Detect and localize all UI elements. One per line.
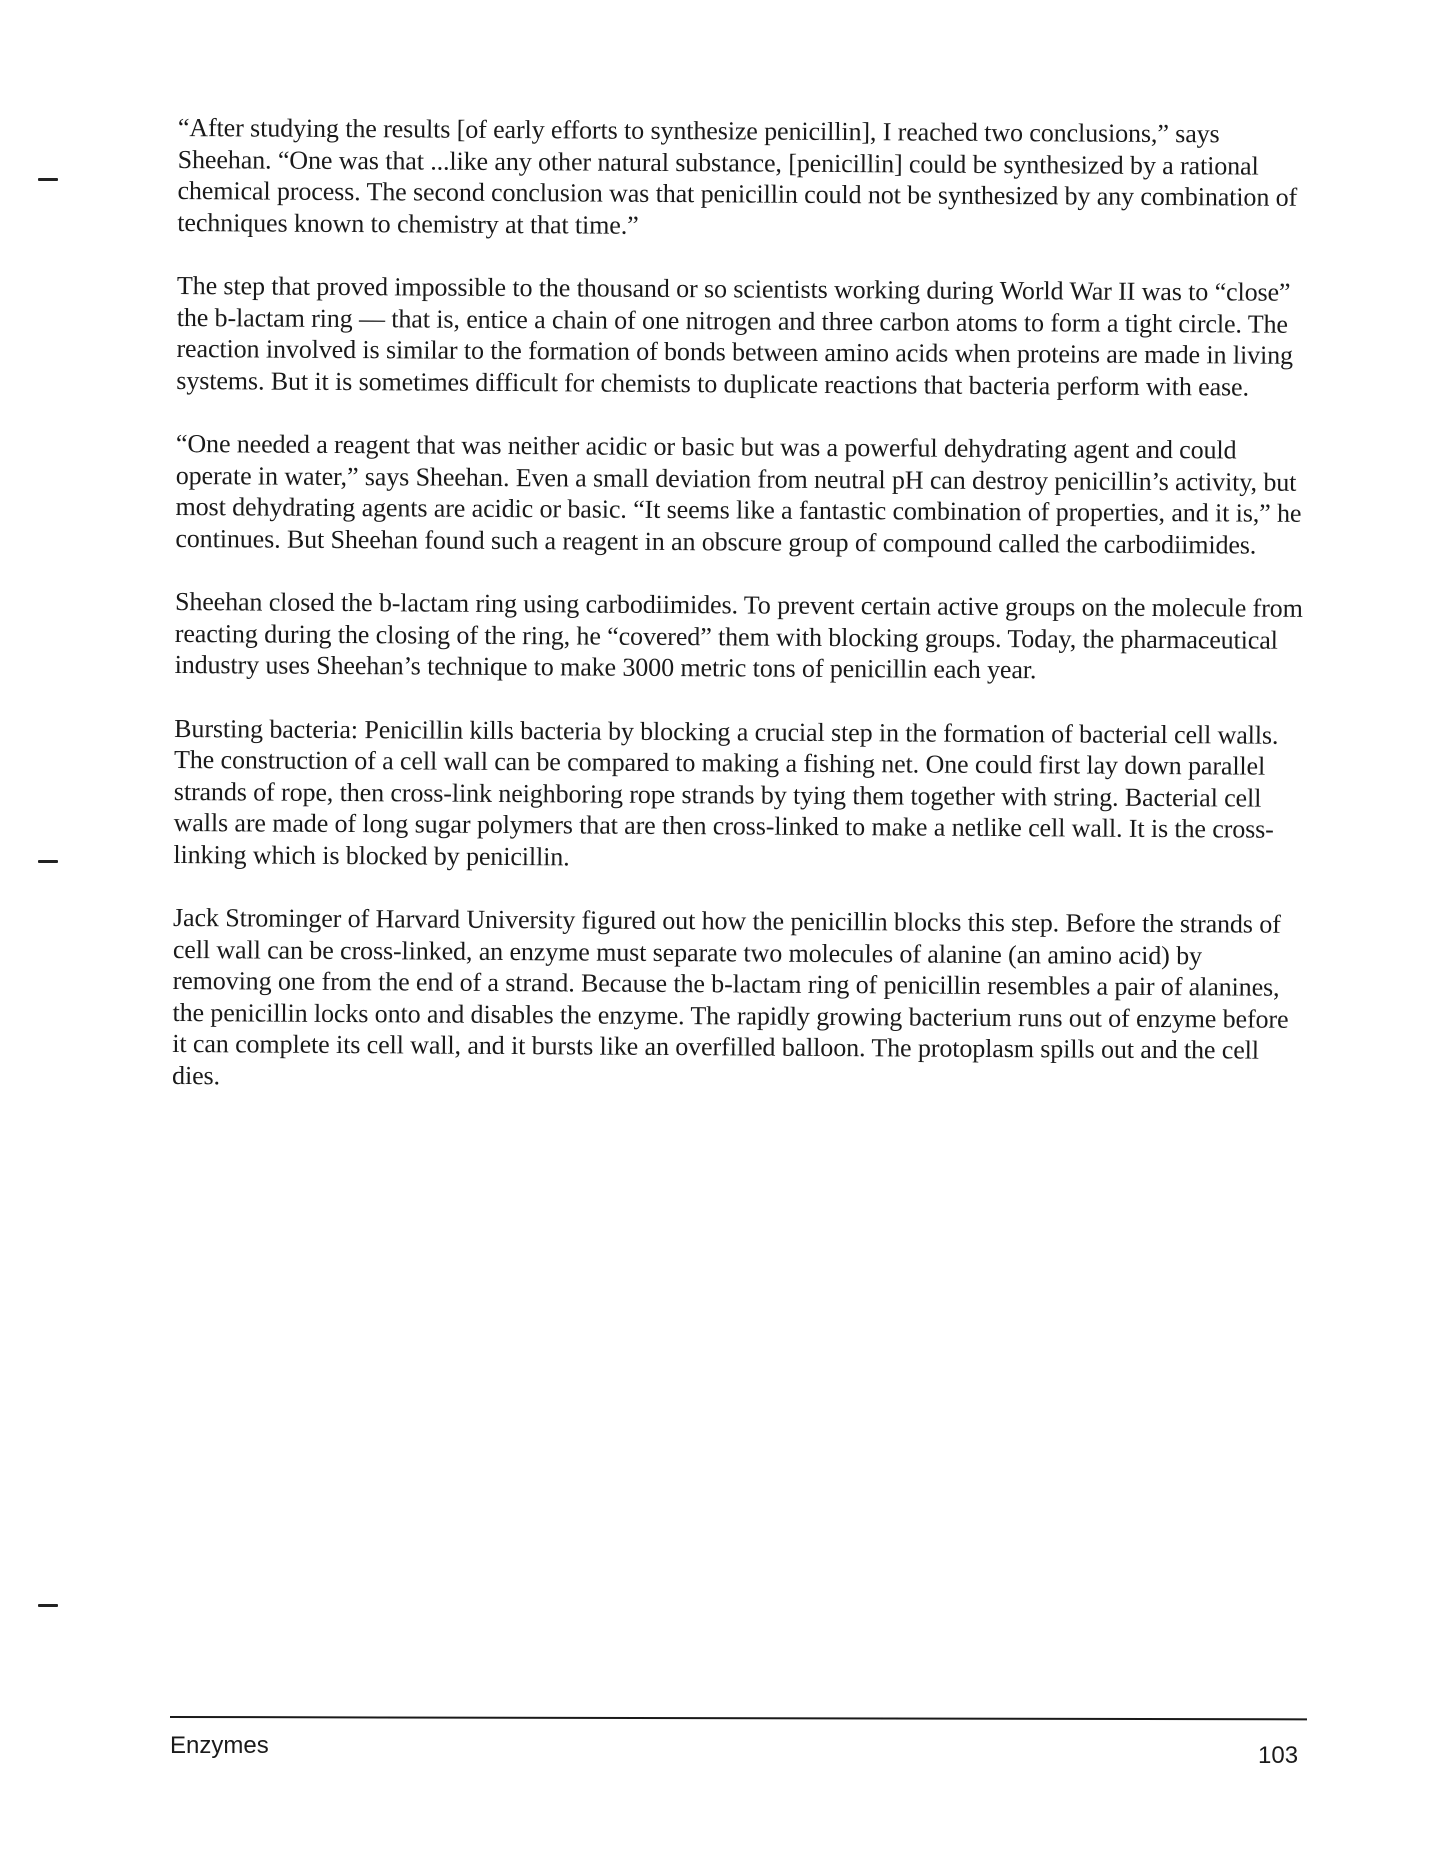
paragraph-bursting-bacteria: Bursting bacteria: Penicillin kills bacteria by blocking a crucial step in the formation of bacterial cell walls. The construction of a cell wall can be compared to making a fishing net. One could first lay down parallel strands of rope, then cross-link neighboring rope strands by tying them together with string. Bacterial cell walls are made of long sugar polymers that are then cross-linked to make a netlike cell wall. It is the cross-linking which is blocked by penicillin. [173, 713, 1279, 871]
margin-tick-mark [38, 1604, 58, 1607]
page-number: 103 [1258, 1742, 1299, 1769]
footer-section-title: Enzymes [170, 1732, 269, 1759]
paragraph-carbodiimides: Sheehan closed the b-lactam ring using carbodiimides. To prevent certain active groups on the molecule from reacting during the closing of the ring, he “covered” them with blocking groups. Today, the pharmaceutical industry uses Sheehan’s technique to make 3000 metric tons of penicillin each year. [174, 586, 1303, 685]
margin-tick-mark [38, 178, 58, 181]
paragraph-lactam-ring: The step that proved impossible to the thousand or so scientists working during World War II was to “close” the b-lactam ring — that is, entice a chain of one nitrogen and three carbon atoms to form a tight circle. The reaction involved is similar to the formation of bonds between amino acids when proteins are made in living systems. But it is sometimes difficult for chemists to duplicate reactions that bacteria perform with ease. [176, 270, 1294, 402]
body-text [172, 112, 1308, 1130]
footer-divider [170, 1716, 1307, 1720]
paragraph-strominger: Jack Strominger of Harvard University figured out how the penicillin blocks this step. Before the strands of cell wall can be cross-linked, an enzyme must separate two molecules of alanine (an amino acid) by removing one from the end of a strand. Because the b-lactam ring of penicillin resembles a pair of alanines, the penicillin locks onto and disables the enzyme. The rapidly growing bacterium runs out of enzyme before it can complete its cell wall, and it bursts like an overfilled balloon. The protoplasm spills out and the cell dies. [172, 902, 1289, 1090]
paragraph-sheehan-quote: “After studying the results [of early efforts to synthesize penicillin], I reached two conclusions,” says Sheehan. “One was that ...like any other natural substance, [penicillin] could be synthesized by a rational chemical process. The second conclusion was that penicillin could not be synthesized by any combination of techniques known to chemistry at that time.” [177, 112, 1298, 240]
margin-tick-mark [38, 860, 58, 863]
paragraph-reagent: “One needed a reagent that was neither acidic or basic but was a powerful dehydrating agent and could operate in water,” says Sheehan. Even a small deviation from neutral pH can destroy penicillin’s activity, but most dehydrating agents are acidic or basic. “It seems like a fantastic combination of properties, and it is,” he continues. But Sheehan found such a reagent in an obscure group of compound called the carbodiimides. [175, 428, 1302, 560]
